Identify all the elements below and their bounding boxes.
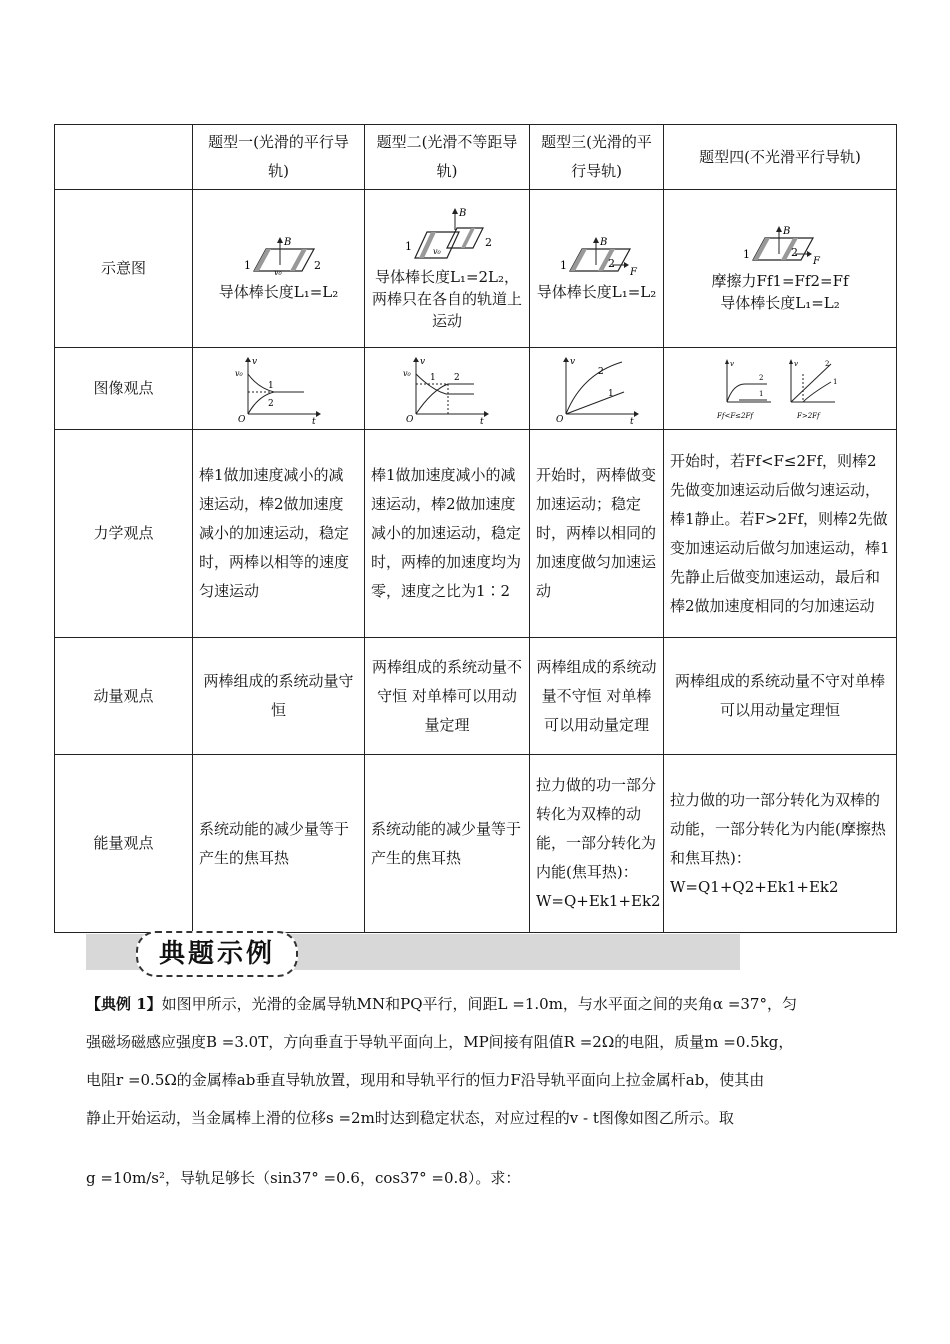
row-label-graph: 图像观点 [55,348,193,430]
section-title: 典题示例 [136,931,298,977]
row-label-energy: 能量观点 [55,755,193,933]
svg-text:B: B [783,225,791,237]
svg-text:B: B [283,236,291,248]
rail-diagram-1 [234,235,324,281]
svg-text:1: 1 [607,388,614,399]
svg-text:t: t [311,416,316,424]
header-type-4: 题型四(不光滑平行导轨) [664,125,897,190]
svg-text:2: 2 [485,235,492,249]
diagram-cell-2 [365,190,530,348]
row-label-mechanics: 力学观点 [55,430,193,638]
graph-cell-3 [530,348,664,430]
row-mechanics [55,430,897,638]
energy-cell-4: 拉力做的功一部分转化为双棒的动能，一部分转化为内能(摩擦热和焦耳热)：W=Q1+Q2+Ek1+Ek2 [664,755,897,933]
svg-text:1: 1 [559,258,567,272]
rail-diagram-4 [735,224,825,270]
example-label: 【典例 1】 [86,995,162,1013]
svg-text:F>2Ff: F>2Ff [797,411,820,420]
energy-cell-1: 系统动能的减少量等于产生的焦耳热 [193,755,365,933]
row-momentum [55,638,897,755]
svg-text:1: 1 [759,389,764,398]
caption-4b: 导体棒长度L₁=L₂ [720,293,840,312]
svg-text:B: B [599,236,607,248]
graph-cell-1 [193,348,365,430]
svg-text:1: 1 [833,377,838,386]
svg-text:v: v [794,359,798,368]
energy-cell-2: 系统动能的减少量等于产生的焦耳热 [365,755,530,933]
header-type-2: 题型二(光滑不等距导轨) [365,125,530,190]
svg-text:t: t [480,416,484,424]
vt-graph-3 [552,354,642,424]
energy-cell-3: 拉力做的功一部分转化为双棒的动能，一部分转化为内能(焦耳热)：W=Q+Ek1+Ek2 [530,755,664,933]
mechanics-cell-4: 开始时，若Ff<F≤2Ff，则棒2先做变加速运动后做匀速运动，棒1静止。若F>2Ff，则棒2先做变加速运动后做匀加速运动，棒1先静止后做变加速运动，最后和棒2做加速度相同的匀加速运动 [664,430,897,638]
svg-text:1: 1 [243,258,251,272]
caption-3: 导体棒长度L₁=L₂ [536,282,657,301]
svg-text:2: 2 [454,372,460,383]
momentum-cell-3: 两棒组成的系统动量不守恒 对单棒可以用动量定理 [530,638,664,755]
svg-text:Ff<F≤2Ff: Ff<F≤2Ff [717,411,753,420]
diagram-cell-4 [664,190,897,348]
diagram-cell-1 [193,190,365,348]
svg-text:v: v [569,356,575,367]
example-line-1 [86,986,876,1022]
svg-text:O: O [406,414,414,424]
diagram-cell-3 [530,190,664,348]
svg-text:v₀: v₀ [403,368,411,378]
table-header-row [55,125,897,190]
row-energy [55,755,897,933]
caption-1: 导体棒长度L₁=L₂ [218,282,339,301]
caption-4a: 摩擦力Ff1=Ff2=Ff [711,271,849,290]
svg-text:O: O [555,414,563,424]
momentum-cell-4: 两棒组成的系统动量不守对单棒可以用动量定理恒 [664,638,897,755]
svg-text:2: 2 [825,359,830,368]
svg-text:F: F [629,266,637,278]
example-line-3: 电阻r =0.5Ω的金属棒ab垂直导轨放置，现用和导轨平行的恒力F沿导轨平面向上拉金属杆ab，使其由 [86,1071,765,1089]
graph-cell-4 [664,348,897,430]
svg-text:v: v [730,359,734,368]
momentum-cell-1: 两棒组成的系统动量守恒 [193,638,365,755]
svg-text:v₀: v₀ [273,267,282,277]
header-type-1: 题型一(光滑的平行导轨) [193,125,365,190]
svg-text:1: 1 [430,372,436,383]
graph-cell-2 [365,348,530,430]
svg-text:2: 2 [313,258,321,272]
vt-graph-1 [234,354,324,424]
mechanics-cell-2: 棒1做加速度减小的减速运动，棒2做加速度减小的加速运动，稳定时，两棒的加速度均为零，速度之比为1∶2 [365,430,530,638]
example-text-1: 如图甲所示，光滑的金属导轨MN和PQ平行，间距L =1.0m，与水平面之间的夹角α =37°，匀 [161,995,797,1013]
header-cell-empty [55,125,193,190]
svg-text:F: F [813,255,820,267]
svg-text:2: 2 [597,366,604,377]
svg-text:2: 2 [267,398,274,409]
svg-text:1: 1 [405,239,412,253]
caption-2: 导体棒长度L₁=2L₂，两棒只在各自的轨道上运动 [371,267,522,330]
row-diagram [55,190,897,348]
svg-text:B: B [459,207,467,219]
momentum-cell-2: 两棒组成的系统动量不守恒 对单棒可以用动量定理 [365,638,530,755]
rail-diagram-3 [552,235,642,281]
row-label-diagram: 示意图 [55,190,193,348]
mechanics-cell-1: 棒1做加速度减小的减速运动，棒2做加速度减小的加速运动，稳定时，两棒以相等的速度匀速运动 [193,430,365,638]
svg-text:v: v [251,356,257,367]
row-graph [55,348,897,430]
svg-text:1: 1 [743,247,750,261]
svg-text:v: v [420,356,426,367]
vt-graph-4 [715,354,845,424]
svg-text:v₀: v₀ [433,246,441,256]
example-line-2: 强磁场磁感应强度B =3.0T，方向垂直于导轨平面向上，MP间接有阻值R =2Ω的电阻，质量m =0.5kg， [86,1033,794,1051]
comparison-table [54,124,897,933]
svg-text:2: 2 [759,373,764,382]
svg-text:2: 2 [607,256,615,270]
svg-text:O: O [237,414,245,424]
rail-diagram-2 [397,206,497,266]
svg-text:v₀: v₀ [234,368,243,378]
example-line-5: g =10m/s²，导轨足够长（sin37° =0.6，cos37° =0.8）。求： [86,1169,521,1187]
mechanics-cell-3: 开始时，两棒做变加速运动；稳定时，两棒以相同的加速度做匀加速运动 [530,430,664,638]
header-type-3: 题型三(光滑的平行导轨) [530,125,664,190]
example-line-4: 静止开始运动，当金属棒上滑的位移s =2m时达到稳定状态，对应过程的v - t图像如图乙所示。取 [86,1109,734,1127]
row-label-momentum: 动量观点 [55,638,193,755]
svg-text:t: t [629,416,634,424]
svg-text:2: 2 [791,245,798,259]
svg-text:1: 1 [267,380,274,391]
vt-graph-2 [402,354,492,424]
